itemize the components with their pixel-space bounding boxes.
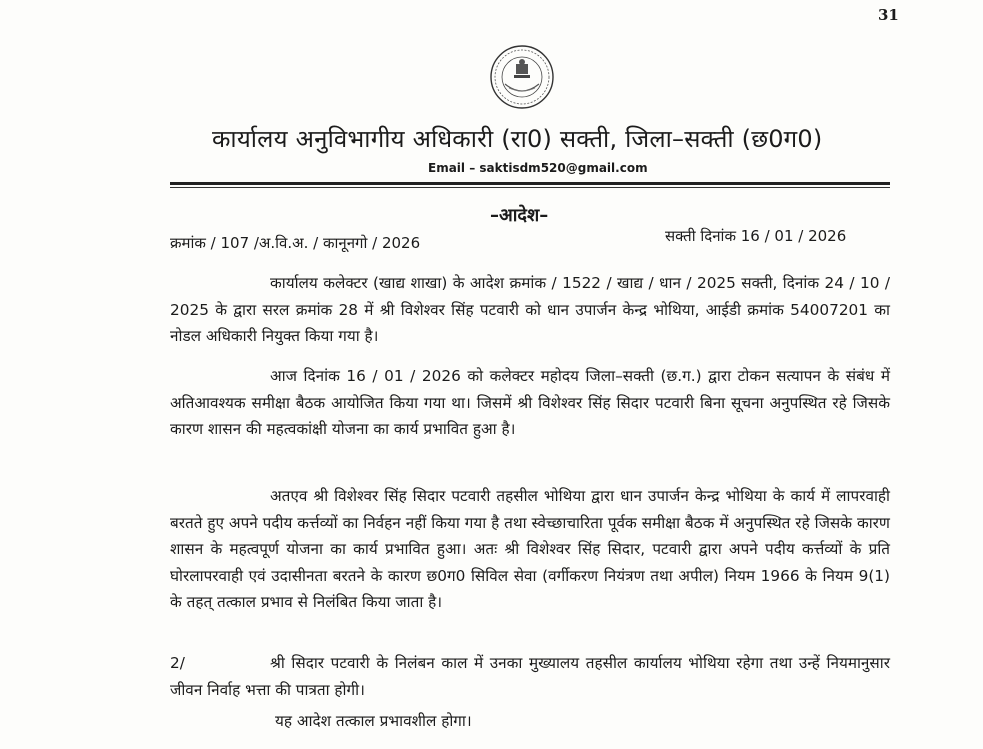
paragraph-1 <box>170 270 890 350</box>
paragraph-2 <box>170 363 890 443</box>
order-date: सक्ती दिनांक 16 / 01 / 2026 <box>665 227 847 245</box>
government-emblem-icon <box>489 44 555 110</box>
paragraph-3 <box>170 483 890 616</box>
order-heading: –आदेश– <box>490 205 549 226</box>
reference-number: क्रमांक / 107 /अ.वि.अ. / कानूनगो / 2026 <box>170 234 421 252</box>
paragraph-4-text: श्री सिदार पटवारी के निलंबन काल में उनका मुख्यालय तहसील कार्यालय भोथिया रहेगा तथा उन्हें नियमानुसार जीवन निर्वाह भत्ता की पात्रता होगी। <box>170 654 890 699</box>
header-rule <box>170 182 890 185</box>
paragraph-2-text: आज दिनांक 16 / 01 / 2026 को कलेक्टर महोदय जिला–सक्ती (छ.ग.) द्वारा टोकन सत्यापन के संबंध में अतिआवश्यक समीक्षा बैठक आयोजित किया गया था। जिसमें श्री विशेश्वर सिंह सिदार पटवारी बिना सूचना अनुपस्थित रहे जिसके कारण शासन की महत्वकांक्षी योजना का कार्य प्रभावित हुआ है। <box>170 367 890 438</box>
paragraph-3-text: अतएव श्री विशेश्वर सिंह सिदार पटवारी तहसील भोथिया द्वारा धान उपार्जन केन्द्र भोथिया के कार्य में लापरवाही बरतते हुए अपने पदीय कर्त्तव्यों का निर्वहन नहीं किया गया है तथा स्वेच्छाचारिता पूर्वक समीक्षा बैठक में अनुपस्थित रहे जिसके कारण शासन के महत्वपूर्ण योजना का कार्य प्रभावित हुआ। अतः श्री विशेश्वर सिंह सिदार, पटवारी द्वारा अपने पदीय कर्त्तव्यों के प्रति घोरलापरवाही एवं उदासीनता बरतने के कारण छ0ग0 सिविल सेवा (वर्गीकरण नियंत्रण तथा अपील) नियम 1966 के नियम 9(1) के तहत् तत्काल प्रभाव से निलंबित किया जाता है। <box>170 487 890 611</box>
page-number: 31 <box>878 6 899 24</box>
paragraph-5: यह आदेश तत्काल प्रभावशील होगा। <box>275 712 472 730</box>
paragraph-1-text: कार्यालय कलेक्टर (खाद्य शाखा) के आदेश क्रमांक / 1522 / खाद्य / धान / 2025 सक्ती, दिनांक 24 / 10 / 2025 के द्वारा सरल क्रमांक 28 में श्री विशेश्वर सिंह पटवारी को धान उपार्जन केन्द्र भोथिया, आईडी क्रमांक 54007201 का नोडल अधिकारी नियुक्त किया गया है। <box>170 274 890 345</box>
paragraph-4-number: 2/ <box>170 654 185 672</box>
header-rule-thin <box>170 187 890 188</box>
office-heading: कार्यालय अनुविभागीय अधिकारी (रा0) सक्ती, जिला–सक्ती (छ0ग0) <box>212 125 823 153</box>
paragraph-4 <box>170 650 890 703</box>
office-email: Email – saktisdm520@gmail.com <box>428 161 648 175</box>
